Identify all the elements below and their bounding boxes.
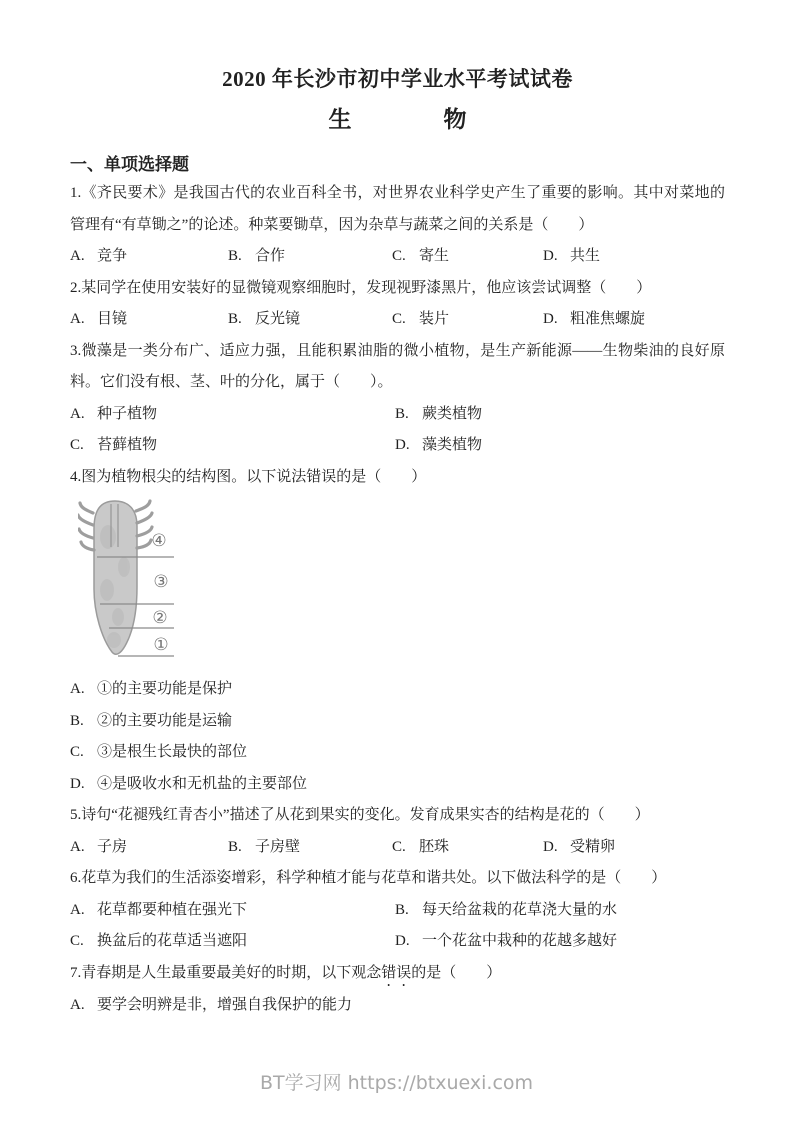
question-7-text: 7.青春期是人生最重要最美好的时期，以下观念错误的是（ ） <box>70 964 502 981</box>
question-6-text: 6.花草为我们的生活添姿增彩，科学种植才能与花草和谐共处。以下做法科学的是（ ） <box>70 870 667 886</box>
root-tip-diagram <box>78 495 200 667</box>
section-heading: 一、单项选择题 <box>70 155 189 174</box>
option-c: C. 装片 <box>392 311 450 327</box>
zone-label-2: ② <box>152 608 168 627</box>
option-d: D. 藻类植物 <box>395 437 483 453</box>
question-3-options <box>70 399 725 462</box>
subject-char-right: 物 <box>443 107 467 132</box>
question-4-options <box>70 674 725 800</box>
option-b: B. 反光镜 <box>228 311 301 327</box>
option-a: A. 花草都要种植在强光下 <box>70 901 248 918</box>
question-1-text: 1.《齐民要术》是我国古代的农业百科全书，对世界农业科学史产生了重要的影响。其中对菜地的管理有“有草锄之”的论述。种菜要锄草，因为杂草与蔬菜之间的关系是（ ） <box>70 185 725 233</box>
zone-label-1: ① <box>153 635 169 654</box>
zone-label-3: ③ <box>153 572 169 591</box>
option-a: A. 要学会明辨是非，增强自我保护的能力 <box>70 996 353 1013</box>
option-c: C. ③是根生长最快的部位 <box>70 744 248 760</box>
option-b: B. ②的主要功能是运输 <box>70 712 233 729</box>
root-body <box>94 501 137 654</box>
option-c: C. 胚珠 <box>392 838 450 855</box>
option-b: B. 每天给盆栽的花草浇大量的水 <box>395 901 618 918</box>
question-3-text: 3.微藻是一类分布广、适应力强，且能积累油脂的微小植物，是生产新能源——生物柴油的良好原料。它们没有根、茎、叶的分化，属于（ ）。 <box>70 342 725 390</box>
question-2-text: 2.某同学在使用安装好的显微镜观察细胞时，发现视野漆黑片，他应该尝试调整（ ） <box>70 279 652 296</box>
question-2-options <box>70 304 725 336</box>
option-a: A. 子房 <box>70 838 128 855</box>
option-c: C. 苔藓植物 <box>70 437 158 453</box>
option-c: C. 寄生 <box>392 248 450 264</box>
site-watermark: BT学习网 https://btxuexi.com <box>259 1072 534 1094</box>
question-4-text: 4.图为植物根尖的结构图。以下说法错误的是（ ） <box>70 468 427 485</box>
question-5-options <box>70 832 725 864</box>
question-5-text: 5.诗句“花褪残红青杏小”描述了从花到果实的变化。发育成果实杏的结构是花的（ ） <box>70 807 650 823</box>
subject-char-left: 生 <box>328 107 352 132</box>
option-d: D. ④是吸收水和无机盐的主要部位 <box>70 775 308 792</box>
option-b: B. 子房壁 <box>228 838 301 855</box>
option-d: D. 粗准焦螺旋 <box>543 311 646 327</box>
question-1-options <box>70 241 725 273</box>
option-a: A. ①的主要功能是保护 <box>70 681 233 697</box>
option-b: B. 蕨类植物 <box>395 405 483 422</box>
option-c: C. 换盆后的花草适当遮阳 <box>70 933 248 949</box>
option-d: D. 共生 <box>543 248 601 264</box>
page-title: 2020 年长沙市初中学业水平考试试卷 <box>222 67 573 91</box>
subject-title <box>70 105 725 135</box>
zone-label-4: ④ <box>151 531 167 550</box>
option-a: A. 竞争 <box>70 248 128 264</box>
option-a: A. 目镜 <box>70 311 128 327</box>
option-d: D. 一个花盆中栽种的花越多越好 <box>395 933 618 949</box>
option-d: D. 受精卵 <box>543 838 616 855</box>
question-7-options <box>70 990 725 1022</box>
option-b: B. 合作 <box>228 248 286 264</box>
root-tip-figure <box>70 493 725 674</box>
option-a: A. 种子植物 <box>70 405 158 422</box>
emphasized-word: 错误 <box>381 964 412 981</box>
question-6-options <box>70 895 725 958</box>
